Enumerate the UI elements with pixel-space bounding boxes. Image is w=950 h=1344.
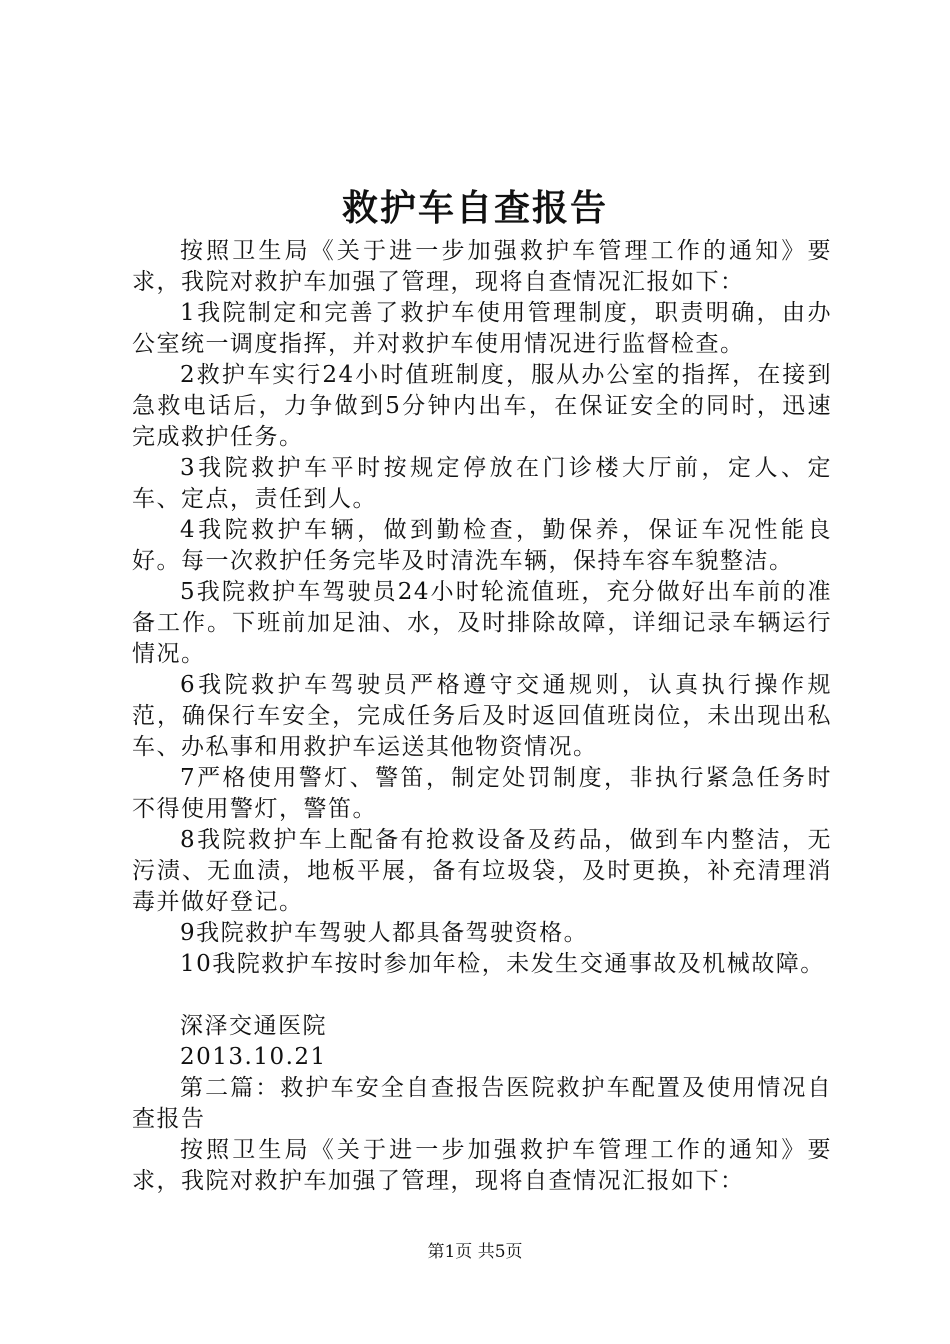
item-paragraph-10: 10我院救护车按时参加年检，未发生交通事故及机械故障。 [180,951,825,977]
document-body [132,236,832,1197]
document-title: 救护车自查报告 [341,187,608,229]
item-paragraph-5: 5我院救护车驾驶员24小时轮流值班，充分做好出车前的准备工作。下班前加足油、水，及时排除故障，详细记录车辆运行情况。 [132,579,832,667]
item-paragraph-6: 6我院救护车驾驶员严格遵守交通规则，认真执行操作规范，确保行车安全，完成任务后及时返回值班岗位，未出现出私车、办私事和用救护车运送其他物资情况。 [132,672,832,760]
item-paragraph-1: 1我院制定和完善了救护车使用管理制度，职责明确，由办公室统一调度指挥，并对救护车使用情况进行监督检查。 [132,300,832,357]
item-paragraph-4: 4我院救护车辆，做到勤检查，勤保养，保证车况性能良好。每一次救护任务完毕及时清洗车辆，保持车容车貌整洁。 [132,517,832,574]
second-article-heading: 第二篇：救护车安全自查报告医院救护车配置及使用情况自查报告 [132,1075,832,1132]
page-footer: 第1页 共5页 [427,1242,523,1262]
item-paragraph-8: 8我院救护车上配备有抢救设备及药品，做到车内整洁，无污渍、无血渍，地板平展，备有垃圾袋，及时更换，补充清理消毒并做好登记。 [132,827,832,915]
intro-paragraph: 按照卫生局《关于进一步加强救护车管理工作的通知》要求，我院对救护车加强了管理，现将自查情况汇报如下： [132,238,832,295]
item-paragraph-9: 9我院救护车驾驶人都具备驾驶资格。 [180,920,589,946]
item-paragraph-3: 3我院救护车平时按规定停放在门诊楼大厅前，定人、定车、定点，责任到人。 [132,455,832,512]
blank-line [132,980,832,1011]
date: 2013.10.21 [180,1044,327,1070]
signature: 深泽交通医院 [180,1013,327,1039]
item-paragraph-7: 7严格使用警灯、警笛，制定处罚制度，非执行紧急任务时不得使用警灯，警笛。 [132,765,832,822]
second-article-intro: 按照卫生局《关于进一步加强救护车管理工作的通知》要求，我院对救护车加强了管理，现将自查情况汇报如下： [132,1137,832,1194]
item-paragraph-2: 2救护车实行24小时值班制度，服从办公室的指挥，在接到急救电话后，力争做到5分钟内出车，在保证安全的同时，迅速完成救护任务。 [132,362,832,450]
